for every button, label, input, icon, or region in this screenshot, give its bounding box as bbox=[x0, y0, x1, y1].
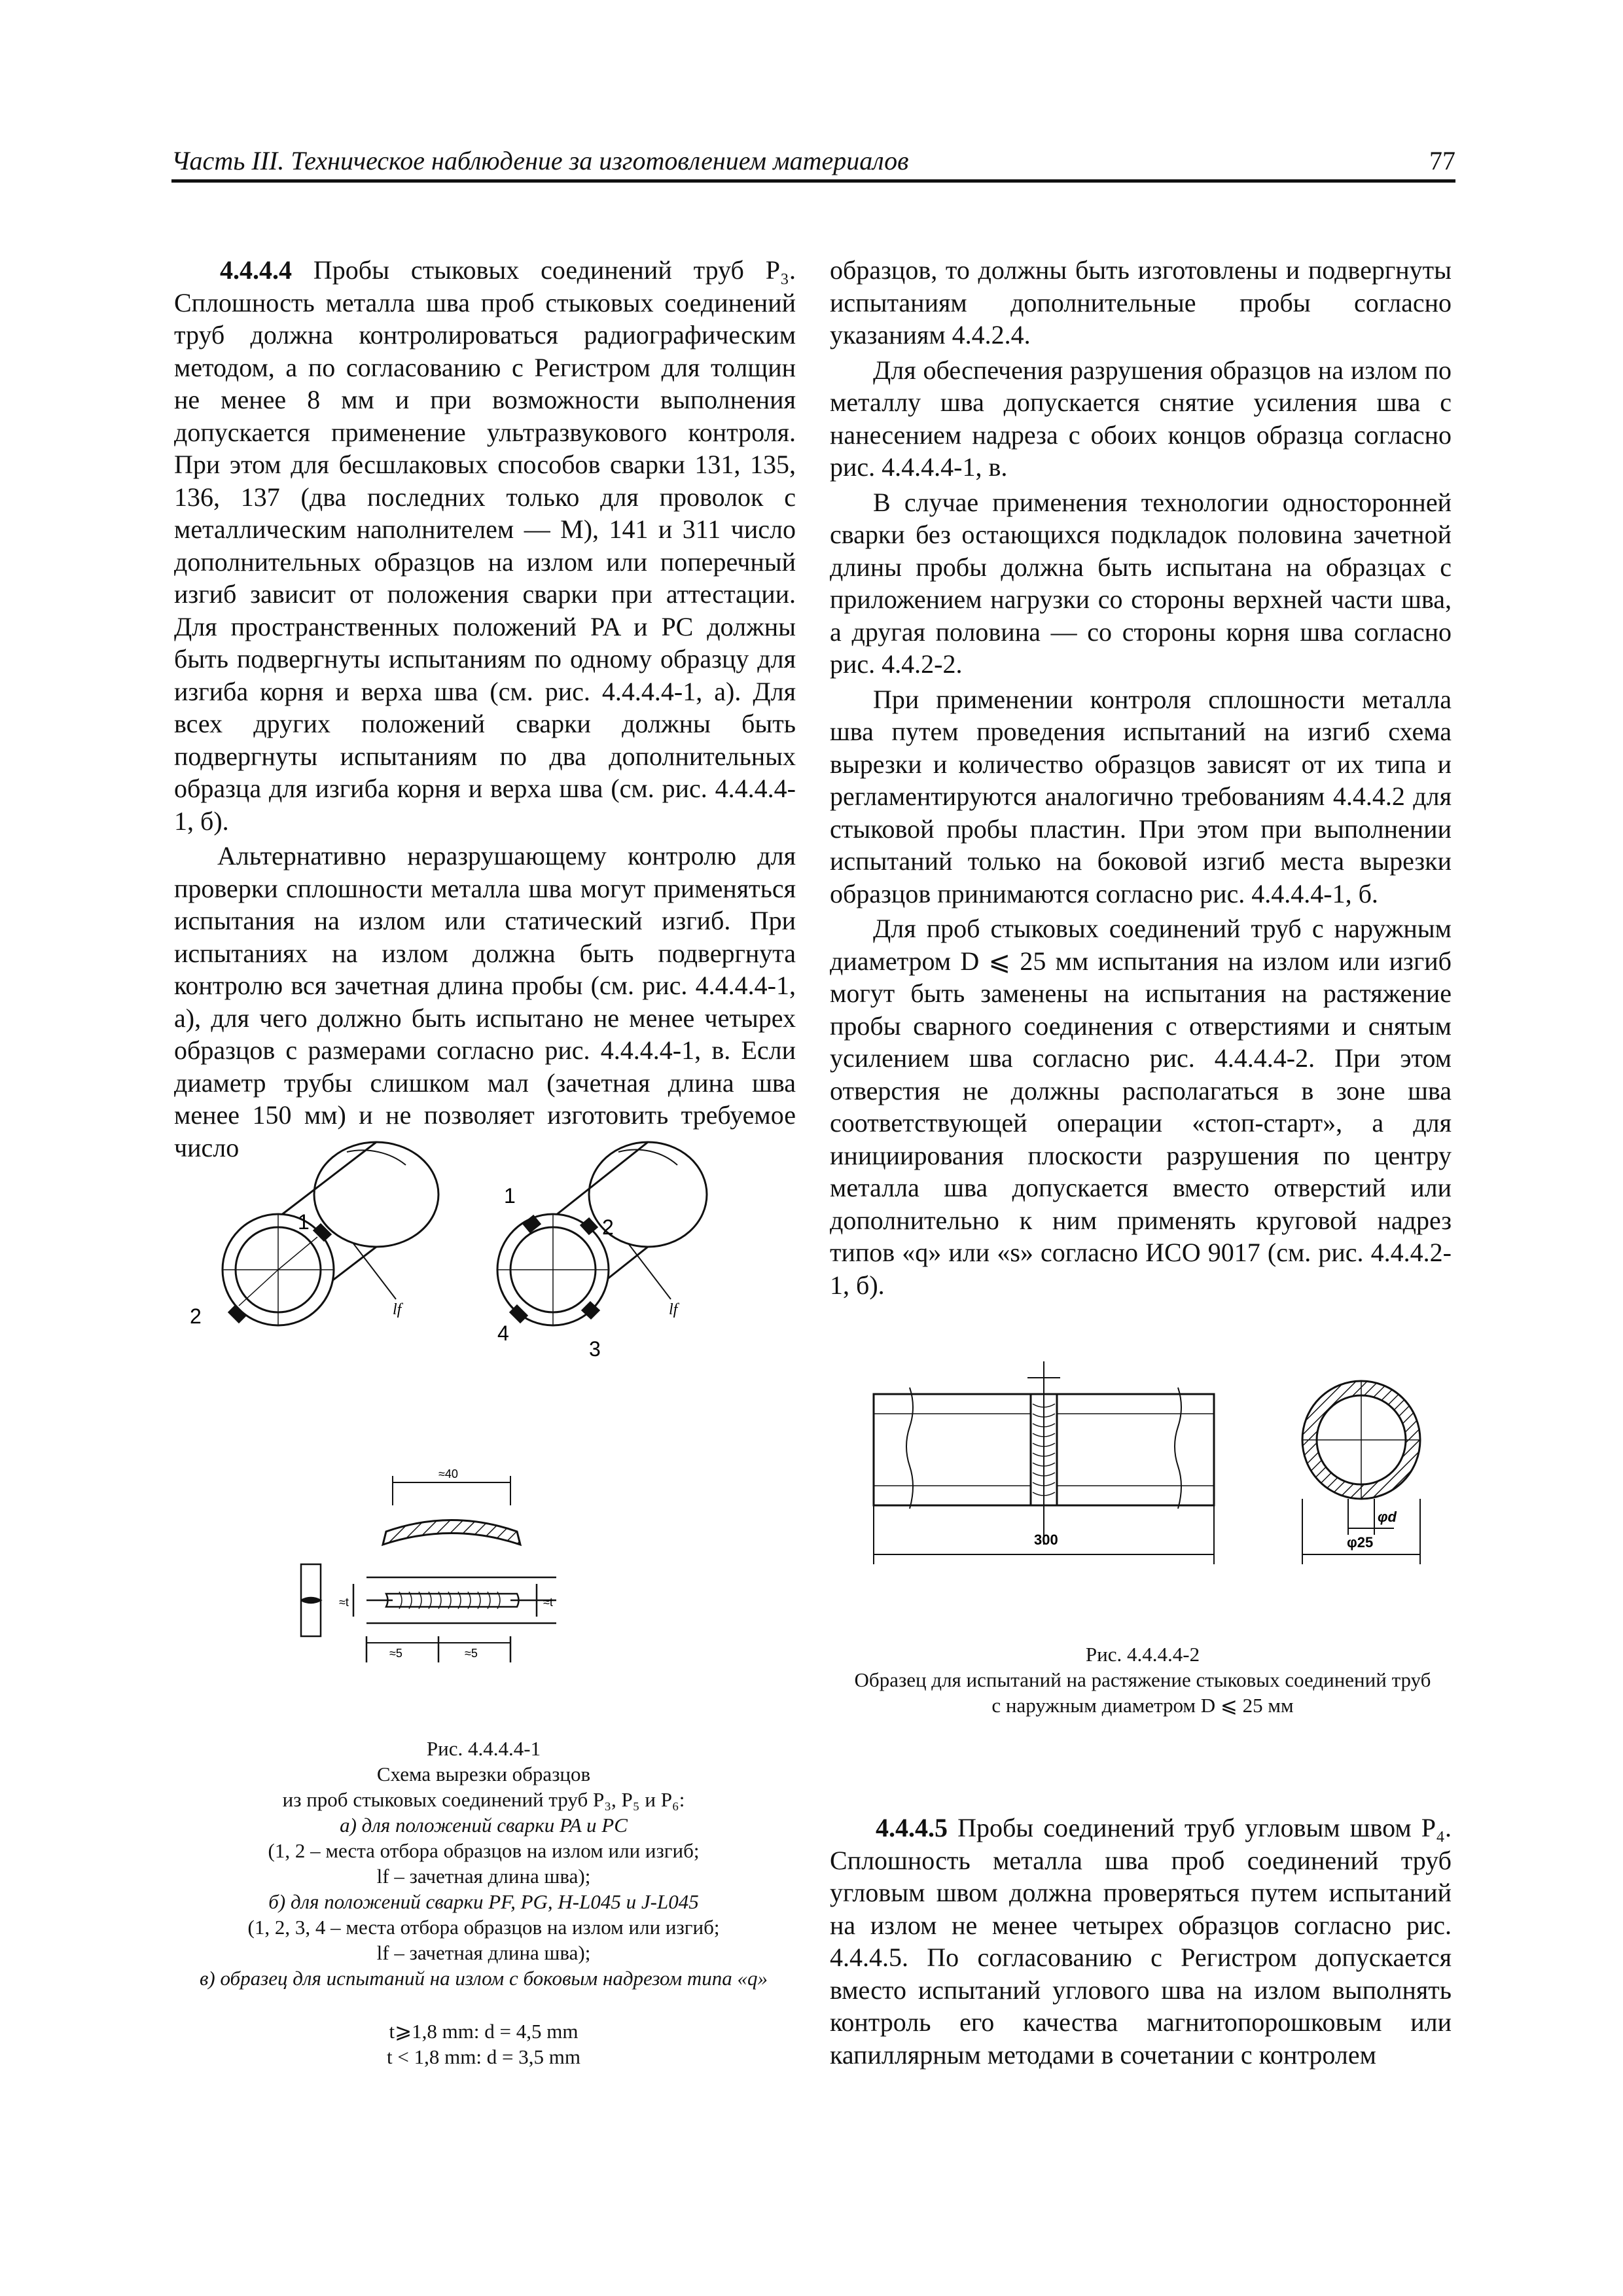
section-number: 4.4.4.4 bbox=[220, 255, 292, 285]
figure-pipe-cutting-scheme bbox=[170, 1126, 798, 1728]
dim-40: ≈40 bbox=[438, 1467, 458, 1480]
caption-line: б) для положений сварки PF, PG, H-L045 и J-L045 bbox=[268, 1890, 699, 1913]
figure-caption-2 bbox=[830, 1641, 1455, 1718]
paragraph: Для проб стыковых соединений труб с наружным диаметром D ⩽ 25 мм испытания на излом или изгиб могут быть заменены на испытания на растяжение пробы сварного соединения с отверстиями и снятым усилением шва согласно рис. 4.4.4.4-2. При этом отверстия не должны располагаться в зоне шва соответствующей операции «стоп-старт», а для инициирования плоскости разрушения по центру металла шва допускается вместо отверстий или дополнительно к ним применять круговой надрез типов «q» или «s» согласно ИСО 9017 (см. рис. 4.4.4.2-1, б). bbox=[830, 914, 1452, 1300]
caption-line: Рис. 4.4.4.4-2 bbox=[1085, 1643, 1200, 1666]
label-2-b: 2 bbox=[602, 1215, 614, 1239]
dim-5-right: ≈5 bbox=[465, 1647, 478, 1660]
caption-note: t < 1,8 mm: d = 3,5 mm bbox=[387, 2045, 580, 2068]
dim-5-left: ≈5 bbox=[389, 1647, 402, 1660]
figure-caption-1 bbox=[171, 1736, 796, 2070]
caption-line: Образец для испытаний на растяжение стыковых соединений труб bbox=[854, 1668, 1431, 1691]
label-1-a: 1 bbox=[298, 1210, 310, 1234]
paragraph: Для обеспечения разрушения образцов на излом по металлу шва допускается снятие усиления шва с нанесением надреза с обоих концов образца согласно рис. 4.4.4.4-1, в. bbox=[830, 355, 1452, 482]
figure-tensile-specimen bbox=[844, 1348, 1466, 1610]
paragraph-text: Пробы соединений труб угловым швом P₄. Сплошность металла шва проб соединений труб угловым швом должна проверяться путем испытаний на излом не менее четырех образцов согласно рис. 4.4.4.5. По согласованию с Регистром допускается вместо испытаний углового шва на излом выполнять контроль его качества магнитопорошковым или капиллярным методами в сочетании с контролем bbox=[830, 1813, 1452, 2070]
caption-line: из проб стыковых соединений труб P₃, P₅ и P₆: bbox=[282, 1788, 685, 1811]
notched-specimen bbox=[301, 1564, 556, 1662]
section-number: 4.4.4.5 bbox=[876, 1813, 948, 1842]
caption-line: Рис. 4.4.4.4-1 bbox=[426, 1737, 541, 1760]
paragraph-text: Пробы стыковых соединений труб P₃. Сплошность металла шва проб стыковых соединений труб должна контролироваться радиографическим методом, а по согласованию с Регистром для толщин не менее 8 мм и при возможности выполнения допускается применение ультразвукового контроля. При этом для бесшлаковых способов сварки 131, 135, 136, 137 (два последних только для проволок с металлическим наполнителем — М), 141 и 311 число дополнительных образцов на излом или поперечный изгиб зависит от положения сварки при аттестации. Для пространственных положений PA и PC должны быть подвергнуты испытаниям по одному образцу для изгиба корня и верха шва (см. рис. 4.4.4.4-1, а). Для всех других положений сварки должны быть подвергнуты испытаниям по два дополнительных образца для изгиба корня и верха шва (см. рис. 4.4.4.4-1, б). bbox=[174, 255, 796, 836]
paragraph: образцов, то должны быть изготовлены и подвергнуты испытаниям дополнительные пробы согласно указаниям 4.4.2.4. bbox=[830, 255, 1452, 350]
paragraph: Альтернативно неразрушающему контролю для проверки сплошности металла шва могут применяться испытания на излом или статический изгиб. При испытаниях на излом должна быть подвергнута контролю вся зачетная длина пробы (см. рис. 4.4.4.4-1, а), для чего должно быть испытано не менее четырех образцов с размерами согласно рис. 4.4.4.4-1, в. Если диаметр трубы слишком мал (зачетная длина шва менее 150 мм) и не позволяет изготовить требуемое число bbox=[174, 841, 796, 1162]
right-column bbox=[830, 254, 1452, 1301]
paragraph: При применении контроля сплошности металла шва путем проведения испытаний на изгиб схема вырезки и количество образцов зависят от их типа и регламентируются аналогично требованиям 4.4.4.2 для стыковой пробы пластин. При этом при выполнении испытаний только на боковой изгиб места вырезки образцов принимаются согласно рис. 4.4.4.4-1, б. bbox=[830, 684, 1452, 908]
label-4-b: 4 bbox=[497, 1321, 509, 1345]
caption-line: а) для положений сварки PA и PC bbox=[340, 1814, 628, 1837]
paragraph: В случае применения технологии односторонней сварки без остающихся подкладок половина зачетной длины пробы должна быть испытана на образцах с приложением нагрузки со стороны верхней части шва, а другая половина — со стороны корня шва согласно рис. 4.4.2-2. bbox=[830, 487, 1452, 679]
label-lf-b: lf bbox=[669, 1301, 678, 1318]
label-1-b: 1 bbox=[504, 1184, 516, 1208]
caption-line: (1, 2, 3, 4 – места отбора образцов на излом или изгиб; bbox=[247, 1916, 720, 1939]
right-column-lower bbox=[830, 1812, 1452, 2071]
caption-line: lf – зачетная длина шва); bbox=[376, 1865, 591, 1888]
dim-phi-25: φ25 bbox=[1347, 1534, 1374, 1551]
left-column bbox=[174, 254, 796, 1164]
caption-line: в) образец для испытаний на излом с боковым надрезом типа «q» bbox=[199, 1967, 768, 1990]
page-number: 77 bbox=[1429, 146, 1455, 175]
caption-line: Схема вырезки образцов bbox=[376, 1763, 591, 1785]
caption-line: (1, 2 – места отбора образцов на излом или изгиб; bbox=[268, 1839, 700, 1862]
header-title: Часть III. Техническое наблюдение за изготовлением материалов bbox=[171, 146, 909, 175]
pipe-diagram-a bbox=[223, 1142, 438, 1325]
specimen-strip bbox=[383, 1476, 520, 1545]
paragraph-4-4-4-5 bbox=[830, 1812, 1452, 2071]
dim-t-left: ≈t bbox=[339, 1596, 349, 1609]
label-2-a: 2 bbox=[190, 1304, 202, 1328]
label-3-b: 3 bbox=[589, 1337, 601, 1361]
dim-phi-d: φd bbox=[1378, 1509, 1397, 1525]
running-header bbox=[171, 145, 1455, 183]
label-lf-a: lf bbox=[393, 1301, 402, 1318]
caption-line: с наружным диаметром D ⩽ 25 мм bbox=[991, 1694, 1294, 1717]
caption-line: lf – зачетная длина шва); bbox=[376, 1941, 591, 1964]
caption-note: t⩾1,8 mm: d = 4,5 mm bbox=[389, 2020, 579, 2043]
dim-300: 300 bbox=[1034, 1532, 1058, 1548]
paragraph-4-4-4-4 bbox=[174, 254, 796, 837]
dim-t-right: ≈t bbox=[543, 1596, 553, 1609]
